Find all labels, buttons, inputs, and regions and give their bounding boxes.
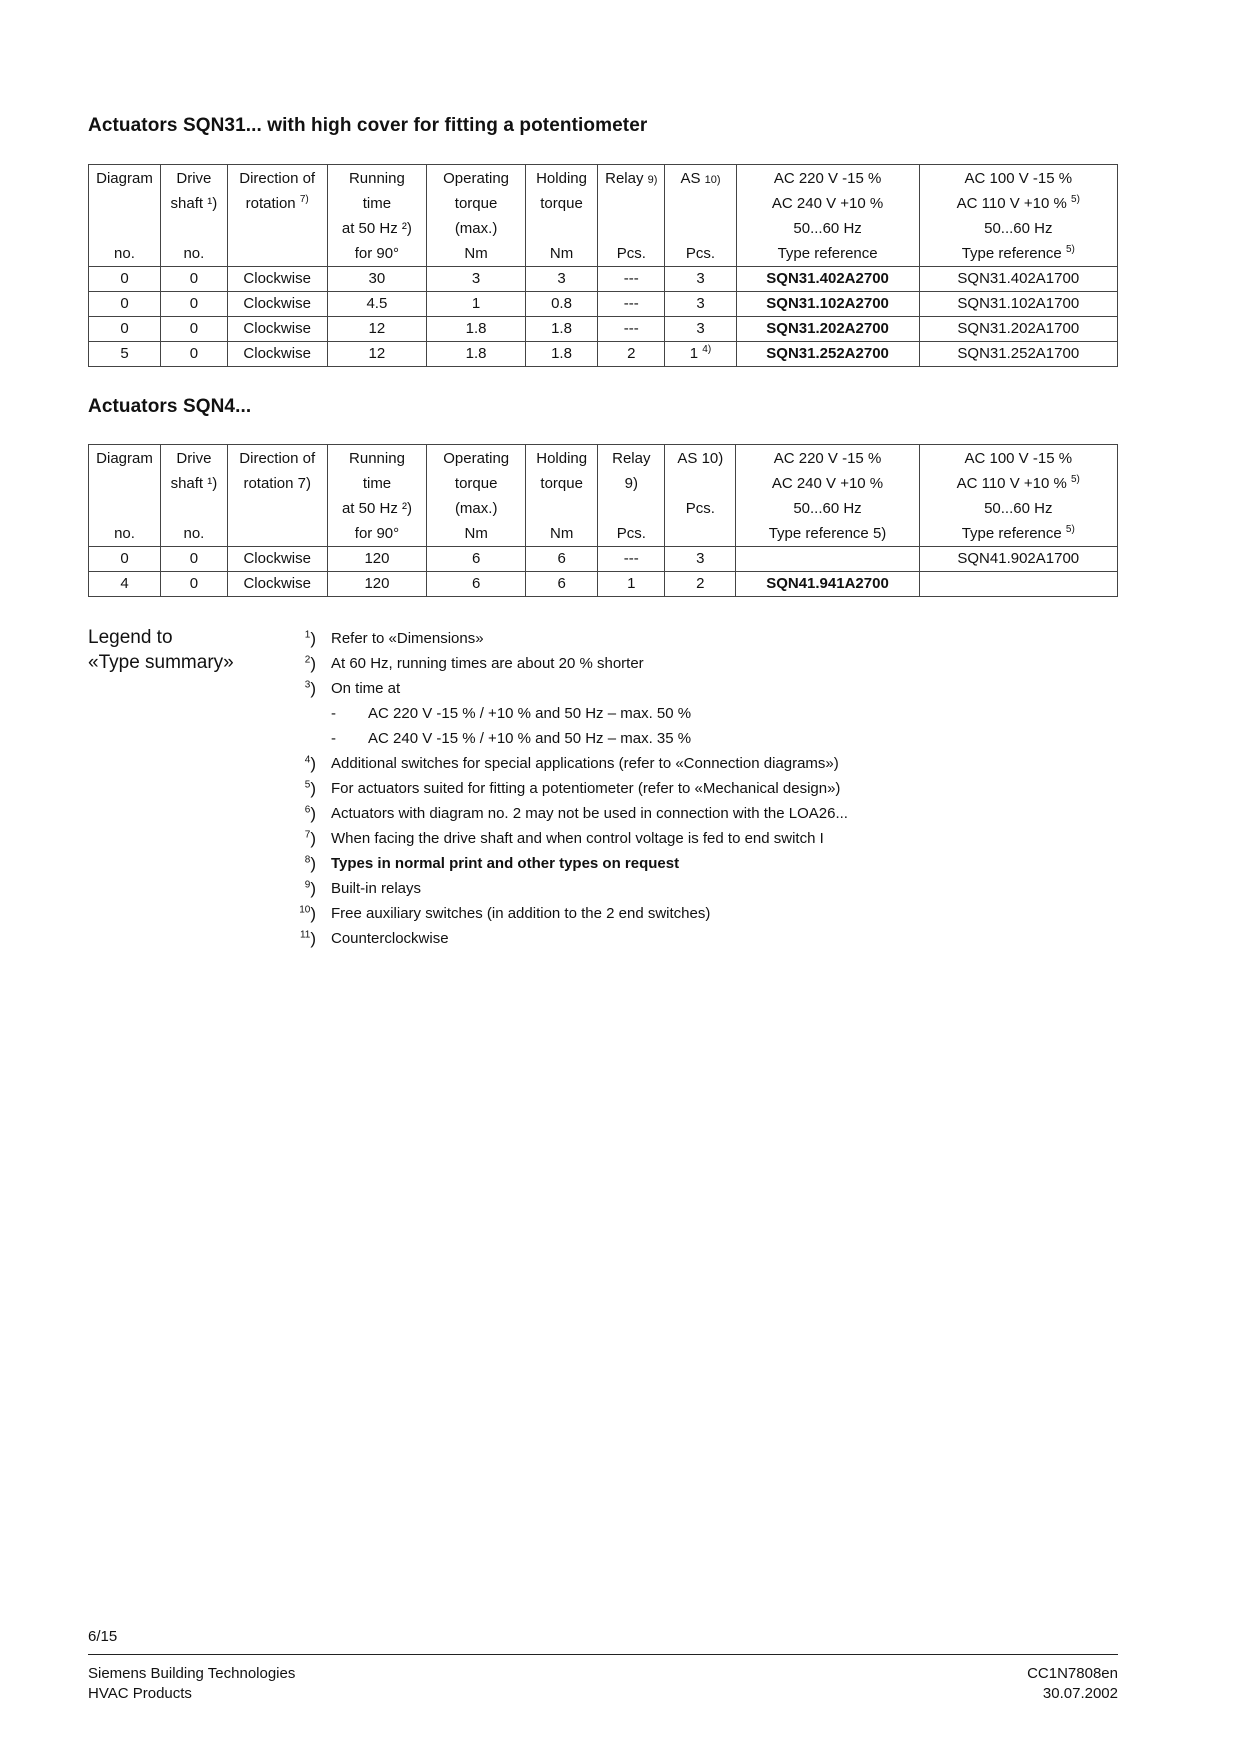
header-line: time (362, 195, 392, 212)
header-line: no. (114, 245, 135, 262)
header-line (530, 496, 593, 521)
header-type-ref-100v (919, 165, 1117, 267)
header-line: 50...60 Hz (984, 500, 1053, 517)
header-line: no. (114, 525, 135, 542)
footnote-index: 8 (304, 854, 311, 866)
cell-type-ref-100v (919, 342, 1117, 367)
footnote-number: $^{10}$) (299, 904, 316, 923)
header-line: for 90° (354, 525, 400, 542)
cell-diagram (89, 572, 161, 597)
header-line: shaft ¹) (170, 195, 218, 212)
cell-value: SQN31.252A2700 (766, 345, 889, 362)
footnote-index: 4 (304, 754, 311, 766)
header-line: torque (454, 195, 498, 212)
table-row (89, 317, 1118, 342)
header-line (602, 216, 660, 241)
cell-type-ref-220v (736, 292, 919, 317)
cell-value: 2 (696, 575, 705, 592)
document-date: 30.07.2002 (1042, 1685, 1118, 1702)
legend-text: On time at (331, 680, 401, 697)
header-line: (max.) (454, 220, 498, 237)
cell-type-ref-220v (736, 572, 919, 597)
header-line: Drive (176, 170, 212, 187)
header-text: Relay (605, 170, 644, 187)
header-line: Relay (612, 450, 651, 467)
header-line: AC 220 V -15 % (773, 170, 882, 187)
header-line (93, 216, 156, 241)
cell-running-time (327, 547, 427, 572)
header-line: Pcs. (685, 245, 716, 262)
header-line (602, 191, 660, 216)
header-line: for 90° (354, 245, 400, 262)
cell-holding-torque (525, 317, 597, 342)
footnote-number: $^9$) (304, 879, 316, 898)
cell-value: 12 (368, 320, 386, 337)
header-line (669, 471, 731, 496)
header-line: Operating (443, 450, 510, 467)
header-line: Pcs. (616, 525, 646, 542)
cell-value: 0.8 (551, 295, 572, 312)
cell-diagram (89, 292, 161, 317)
header-line (93, 471, 156, 496)
cell-rotation (227, 572, 327, 597)
cell-value: 120 (364, 575, 390, 592)
cell-operating-torque (427, 317, 526, 342)
table-row (89, 292, 1118, 317)
cell-value: 2 (627, 345, 636, 362)
header-line (602, 166, 660, 191)
header-line: AC 100 V -15 % (964, 170, 1073, 187)
header-line (669, 191, 731, 216)
footnote-number: $^7$) (304, 829, 316, 848)
legend-title (88, 625, 234, 675)
cell-running-time (327, 342, 427, 367)
legend-title-line2: «Type summary» (88, 652, 234, 673)
header-drive-shaft (161, 445, 228, 547)
header-line (165, 496, 223, 521)
header-type-ref-100v (919, 445, 1117, 547)
footnote-ref: 7) (299, 194, 309, 205)
cell-type-ref-220v (736, 547, 919, 572)
cell-rotation (227, 342, 327, 367)
page-number: 6/15 (88, 1628, 118, 1645)
header-drive-shaft (160, 165, 227, 267)
legend-text: AC 240 V -15 % / +10 % and 50 Hz – max. 35 % (368, 730, 692, 747)
legend-text: Built-in relays (331, 880, 422, 897)
cell-value: 6 (557, 575, 566, 592)
cell-type-ref-100v (919, 267, 1117, 292)
header-line (232, 191, 323, 216)
cell-drive-shaft (160, 342, 227, 367)
header-line: Running (348, 170, 405, 187)
footnote-index: 3 (304, 679, 311, 691)
cell-value: 0 (120, 550, 129, 567)
cell-as (665, 547, 736, 572)
header-line (232, 216, 323, 241)
header-line: 50...60 Hz (793, 220, 862, 237)
cell-value: 0 (189, 575, 199, 592)
footnote-ref: 5) (1065, 524, 1075, 535)
cell-value: Clockwise (243, 270, 311, 287)
footnote-ref: 5) (1071, 474, 1080, 485)
header-line (165, 216, 223, 241)
cell-value: 0 (120, 320, 129, 337)
footnote-number: $^5$) (304, 779, 316, 798)
header-line: AC 240 V +10 % (771, 195, 884, 212)
section-title-sqn4: Actuators SQN4... (88, 396, 252, 417)
footnote-ref: 9) (647, 174, 658, 186)
header-line (669, 216, 731, 241)
cell-value: --- (623, 295, 639, 312)
header-line: at 50 Hz ²) (341, 500, 412, 517)
legend-text: Actuators with diagram no. 2 may not be used in connection with the LOA26... (331, 805, 848, 822)
table-row (89, 267, 1118, 292)
cell-type-ref-100v (919, 317, 1117, 342)
cell-as (665, 342, 736, 367)
footnote-ref: 5) (1065, 244, 1075, 255)
header-line: AS 10) (677, 450, 724, 467)
cell-value: 0 (189, 345, 199, 362)
cell-relay (598, 292, 665, 317)
cell-holding-torque (526, 547, 598, 572)
footnote-index: 2 (304, 654, 311, 666)
header-operating-torque (427, 445, 526, 547)
division-name: HVAC Products (88, 1685, 192, 1702)
header-text: AS (680, 170, 701, 187)
header-line: AC 100 V -15 % (964, 450, 1073, 467)
cell-holding-torque (525, 267, 597, 292)
cell-as (665, 572, 736, 597)
header-rotation (227, 165, 327, 267)
cell-value: SQN31.202A2700 (766, 320, 889, 337)
bullet-dash: - (331, 730, 336, 747)
header-line (602, 496, 660, 521)
cell-relay (598, 572, 665, 597)
header-line: Diagram (96, 170, 153, 187)
footnote-ref: 10) (704, 174, 721, 186)
cell-value: 0 (120, 295, 129, 312)
header-row (89, 445, 1118, 547)
header-line: Holding (536, 450, 588, 467)
cell-value: 3 (696, 550, 705, 567)
legend-text: Free auxiliary switches (in addition to the 2 end switches) (331, 905, 711, 922)
cell-drive-shaft (161, 572, 228, 597)
cell-value: 6 (557, 550, 566, 567)
header-as (665, 165, 736, 267)
footer-divider (88, 1654, 1118, 1655)
header-row (89, 165, 1118, 267)
header-line: shaft ¹) (170, 475, 218, 492)
cell-value: 1.8 (551, 320, 572, 337)
cell-as (665, 267, 736, 292)
header-line: Nm (464, 525, 488, 542)
cell-type-ref-100v (919, 572, 1117, 597)
cell-drive-shaft (160, 267, 227, 292)
footnote-ref: 5) (1071, 194, 1080, 205)
header-line: torque (540, 475, 583, 492)
cell-holding-torque (525, 292, 597, 317)
legend-text: Refer to «Dimensions» (331, 630, 484, 647)
cell-diagram (89, 317, 161, 342)
header-line: torque (540, 195, 583, 212)
header-relay (598, 445, 665, 547)
header-line: AC 220 V -15 % (773, 450, 882, 467)
cell-operating-torque (427, 267, 526, 292)
cell-relay (598, 317, 665, 342)
cell-holding-torque (526, 572, 598, 597)
footer-right (1027, 1664, 1118, 1704)
header-line: Type reference 5) (768, 525, 887, 542)
footer-left (88, 1664, 295, 1704)
legend-text: For actuators suited for fitting a potentiometer (refer to «Mechanical design») (331, 780, 841, 797)
header-operating-torque (427, 165, 526, 267)
cell-value: --- (623, 320, 639, 337)
header-type-ref-220v (736, 445, 919, 547)
header-type-ref-220v (736, 165, 919, 267)
header-line (924, 521, 1113, 546)
cell-value: 1.8 (551, 345, 572, 362)
header-line (669, 166, 731, 191)
header-text: AC 110 V +10 % (956, 195, 1067, 212)
cell-relay (598, 547, 665, 572)
table-row (89, 572, 1118, 597)
cell-value: 4.5 (366, 295, 388, 312)
cell-value: SQN31.102A2700 (766, 295, 889, 312)
header-line: AC 240 V +10 % (771, 475, 884, 492)
header-line: torque (454, 475, 498, 492)
header-line: Pcs. (616, 245, 646, 262)
cell-diagram (89, 267, 161, 292)
header-line: rotation 7) (243, 475, 311, 492)
cell-value: 0 (120, 270, 129, 287)
cell-drive-shaft (160, 317, 227, 342)
legend-text: Counterclockwise (331, 930, 449, 947)
header-as (665, 445, 736, 547)
cell-type-ref-100v (919, 292, 1117, 317)
cell-value: SQN31.402A2700 (766, 270, 889, 287)
cell-value: SQN31.252A1700 (957, 345, 1080, 362)
cell-value: Clockwise (243, 575, 311, 592)
cell-value: --- (623, 550, 639, 567)
cell-relay (598, 267, 665, 292)
footnote-index: 11 (299, 929, 311, 941)
header-line (232, 521, 323, 546)
header-line: Direction of (239, 170, 316, 187)
legend-text: At 60 Hz, running times are about 20 % shorter (331, 655, 644, 672)
cell-value: Clockwise (243, 345, 311, 362)
header-line: 9) (624, 475, 638, 492)
header-text: AC 110 V +10 % (956, 475, 1067, 492)
header-line: Nm (550, 525, 574, 542)
document-id: CC1N7808en (1027, 1665, 1118, 1682)
footnote-index: 9 (304, 879, 311, 891)
cell-running-time (327, 572, 427, 597)
header-line: Type reference (777, 245, 878, 262)
table-row (89, 342, 1118, 367)
cell-value: SQN31.402A1700 (957, 270, 1080, 287)
footnote-index: 10 (299, 904, 311, 916)
header-line (232, 496, 323, 521)
header-line: Pcs. (685, 500, 715, 517)
footnote-index: 7 (304, 829, 311, 841)
header-line (93, 191, 156, 216)
cell-value: 3 (696, 320, 705, 337)
header-holding-torque (526, 445, 598, 547)
cell-rotation (227, 292, 327, 317)
header-relay (598, 165, 665, 267)
cell-as (665, 292, 736, 317)
cell-value: SQN41.941A2700 (766, 575, 889, 592)
footnote-index: 5 (304, 779, 311, 791)
header-line: 50...60 Hz (984, 220, 1053, 237)
header-running-time (327, 445, 427, 547)
cell-value: 30 (368, 270, 386, 287)
section-title-sqn31: Actuators SQN31... with high cover for fitting a potentiometer (88, 115, 648, 136)
cell-value: Clockwise (243, 295, 311, 312)
header-line: Diagram (96, 450, 153, 467)
header-text: Type reference (961, 245, 1062, 262)
sqn4-type-table (88, 444, 1118, 597)
cell-value: SQN41.902A1700 (957, 550, 1080, 567)
legend-text: When facing the drive shaft and when control voltage is fed to end switch I (331, 830, 824, 847)
header-line: Nm (549, 245, 574, 262)
cell-running-time (327, 317, 427, 342)
cell-value: 0 (189, 270, 199, 287)
cell-value: 1 (689, 345, 699, 362)
footnote-number: $^3$) (304, 679, 316, 698)
header-line: Nm (464, 245, 488, 262)
header-line: Holding (536, 170, 587, 187)
cell-value: 4 (120, 575, 129, 592)
cell-value: 3 (696, 295, 705, 312)
footnote-number: $^4$) (304, 754, 316, 773)
cell-drive-shaft (161, 547, 228, 572)
header-running-time (327, 165, 427, 267)
company-name: Siemens Building Technologies (88, 1665, 296, 1682)
header-line: Drive (176, 450, 212, 467)
header-line: Operating (443, 170, 509, 187)
cell-value: 3 (557, 270, 566, 287)
cell-operating-torque (427, 342, 526, 367)
cell-diagram (89, 342, 161, 367)
cell-value: 6 (472, 575, 481, 592)
footnote-number: $^{11}$) (299, 929, 316, 948)
cell-running-time (327, 292, 427, 317)
header-line: Running (349, 450, 405, 467)
cell-running-time (327, 267, 427, 292)
cell-value: 0 (189, 550, 199, 567)
cell-value: 120 (364, 550, 390, 567)
cell-value: 3 (696, 270, 705, 287)
cell-operating-torque (427, 547, 526, 572)
header-text: Type reference (961, 525, 1062, 542)
cell-value: 6 (472, 550, 481, 567)
header-text: rotation (245, 195, 296, 212)
cell-type-ref-220v (736, 342, 919, 367)
footnote-index: 1 (304, 629, 311, 641)
header-diagram (89, 445, 161, 547)
cell-value: Clockwise (243, 550, 311, 567)
header-line (924, 191, 1113, 216)
cell-value: --- (623, 270, 639, 287)
cell-rotation (227, 547, 327, 572)
cell-value: 1 (627, 575, 636, 592)
header-line (232, 241, 323, 266)
cell-holding-torque (525, 342, 597, 367)
cell-value: 12 (368, 345, 386, 362)
header-line: no. (183, 525, 205, 542)
header-line (924, 471, 1113, 496)
footnote-number: $^6$) (304, 804, 316, 823)
cell-value: 0 (189, 320, 199, 337)
cell-type-ref-220v (736, 317, 919, 342)
cell-value: SQN31.202A1700 (957, 320, 1080, 337)
cell-value: SQN31.102A1700 (957, 295, 1080, 312)
header-line: (max.) (454, 500, 498, 517)
sqn31-type-table (88, 164, 1118, 367)
cell-value: 0 (189, 295, 199, 312)
header-line (530, 216, 593, 241)
cell-value: 1.8 (465, 320, 487, 337)
cell-value: 1 (471, 295, 481, 312)
header-holding-torque (525, 165, 597, 267)
cell-value: 3 (471, 270, 481, 287)
cell-value: 5 (120, 345, 129, 362)
cell-operating-torque (427, 292, 526, 317)
header-line: time (362, 475, 392, 492)
cell-type-ref-100v (919, 547, 1117, 572)
cell-operating-torque (427, 572, 526, 597)
cell-diagram (89, 547, 161, 572)
legend-text: Additional switches for special applications (refer to «Connection diagrams») (331, 755, 839, 772)
header-line: 50...60 Hz (793, 500, 862, 517)
cell-type-ref-220v (736, 267, 919, 292)
cell-value: Clockwise (243, 320, 311, 337)
header-line: no. (183, 245, 205, 262)
header-line: at 50 Hz ²) (341, 220, 412, 237)
cell-drive-shaft (160, 292, 227, 317)
header-line (924, 241, 1113, 266)
footnote-number: $^8$) (304, 854, 316, 873)
cell-relay (598, 342, 665, 367)
cell-value: 1.8 (465, 345, 487, 362)
footnote-number: $^2$) (304, 654, 316, 673)
footnote-index: 6 (304, 804, 311, 816)
bullet-dash: - (331, 705, 336, 722)
cell-as (665, 317, 736, 342)
table-row (89, 547, 1118, 572)
legend-title-line1: Legend to (88, 627, 173, 648)
legend-text: Types in normal print and other types on request (331, 855, 680, 872)
header-line (669, 521, 731, 546)
legend-text: AC 220 V -15 % / +10 % and 50 Hz – max. 50 % (368, 705, 692, 722)
header-line (93, 496, 156, 521)
cell-rotation (227, 267, 327, 292)
cell-rotation (227, 317, 327, 342)
header-rotation (227, 445, 327, 547)
header-line: Direction of (239, 450, 316, 467)
footnote-ref: 4) (702, 344, 712, 355)
footnote-number: $^1$) (304, 629, 316, 648)
header-diagram (89, 165, 161, 267)
